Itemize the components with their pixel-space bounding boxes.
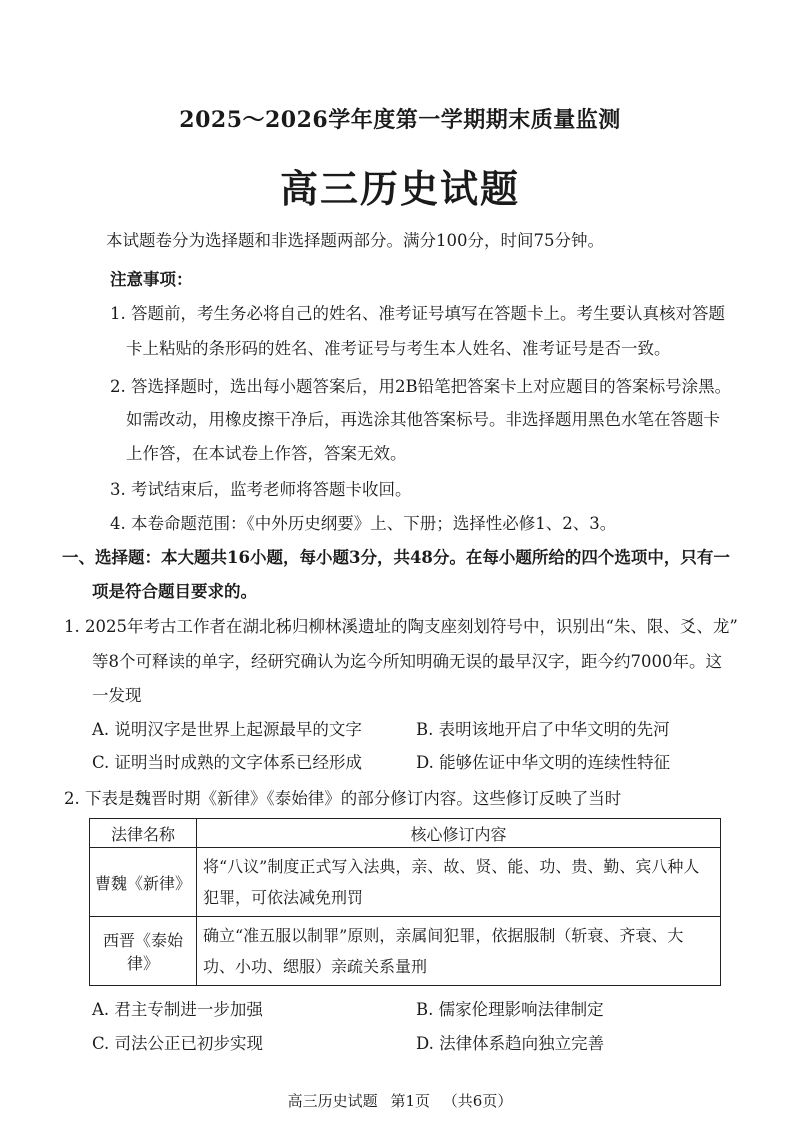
table-cell-content: 确立“准五服以制罪”原则，亲属间犯罪，依据服制（斩衰、齐衰、大功、小功、缌服）亲疏关系量刑 (197, 917, 721, 986)
table-row (90, 848, 721, 917)
exam-subtitle: 2025～2026学年度第一学期期末质量监测 (179, 107, 621, 133)
table-header-name: 法律名称 (90, 819, 197, 848)
question-2-option-d: D. 法律体系趋向独立完善 (416, 1034, 605, 1053)
table-cell-content: 将“八议”制度正式写入法典，亲、故、贤、能、功、贵、勤、宾八种人犯罪，可依法减免刑罚 (197, 848, 721, 917)
question-1-option-b: B. 表明该地开启了中华文明的先河 (416, 720, 670, 739)
question-2-option-b: B. 儒家伦理影响法律制定 (416, 1000, 604, 1019)
question-1-stem: 一发现 (92, 686, 142, 705)
notice-line: 卡上粘贴的条形码的姓名、准考证号与考生本人姓名、准考证号是否一致。 (126, 339, 671, 358)
table-row (90, 917, 721, 986)
notice-line: 2. 答选择题时，选出每小题答案后，用2B铅笔把答案卡上对应题目的答案标号涂黑。 (110, 377, 732, 396)
notice-line: 1. 答题前，考生务必将自己的姓名、准考证号填写在答题卡上。考生要认真核对答题 (110, 304, 725, 323)
table-cell-law-name: 西晋《泰始律》 (90, 917, 197, 986)
notice-line: 上作答，在本试卷上作答，答案无效。 (126, 444, 407, 463)
question-1-stem: 1. 2025年考古工作者在湖北秭归柳林溪遗址的陶支座刻划符号中，识别出“朱、限、爻、龙” (64, 617, 738, 636)
question-2-option-a: A. 君主专制进一步加强 (92, 1000, 263, 1019)
question-1-option-a: A. 说明汉字是世界上起源最早的文字 (92, 720, 362, 739)
footer-exam-name: 高三历史试题 (287, 1092, 378, 1110)
table-header-row (90, 819, 721, 848)
section-heading: 一、选择题：本大题共16小题，每小题3分，共48分。在每小题所给的四个选项中，只有一 (62, 548, 730, 567)
table-header-content: 核心修订内容 (197, 819, 721, 848)
page-footer (0, 1090, 800, 1111)
question-1-option-c: C. 证明当时成熟的文字体系已经形成 (92, 753, 363, 772)
intro-text: 本试题卷分为选择题和非选择题两部分。满分100分，时间75分钟。 (106, 231, 604, 250)
question-2-stem: 2. 下表是魏晋时期《新律》《泰始律》的部分修订内容。这些修订反映了当时 (64, 789, 622, 808)
question-2-option-c: C. 司法公正已初步实现 (92, 1034, 264, 1053)
question-1-stem: 等8个可释读的单字，经研究确认为迄今所知明确无误的最早汉字，距今约7000年。这 (92, 652, 722, 671)
notice-line: 3. 考试结束后，监考老师将答题卡收回。 (110, 480, 412, 499)
footer-page-number: 第1页 (390, 1092, 430, 1110)
question-1-option-d: D. 能够佐证中华文明的连续性特征 (416, 753, 671, 772)
exam-title: 高三历史试题 (279, 166, 520, 211)
notice-heading: 注意事项： (110, 270, 193, 289)
footer-total-pages: （共6页） (442, 1092, 513, 1110)
notice-line: 如需改动，用橡皮擦干净后，再选涂其他答案标号。非选择题用黑色水笔在答题卡 (126, 410, 720, 429)
notice-line: 4. 本卷命题范围：《中外历史纲要》上、下册；选择性必修1、2、3。 (110, 514, 617, 533)
table-cell-law-name: 曹魏《新律》 (90, 848, 197, 917)
section-heading-cont: 项是符合题目要求的。 (92, 582, 257, 601)
law-revision-table (89, 818, 721, 986)
